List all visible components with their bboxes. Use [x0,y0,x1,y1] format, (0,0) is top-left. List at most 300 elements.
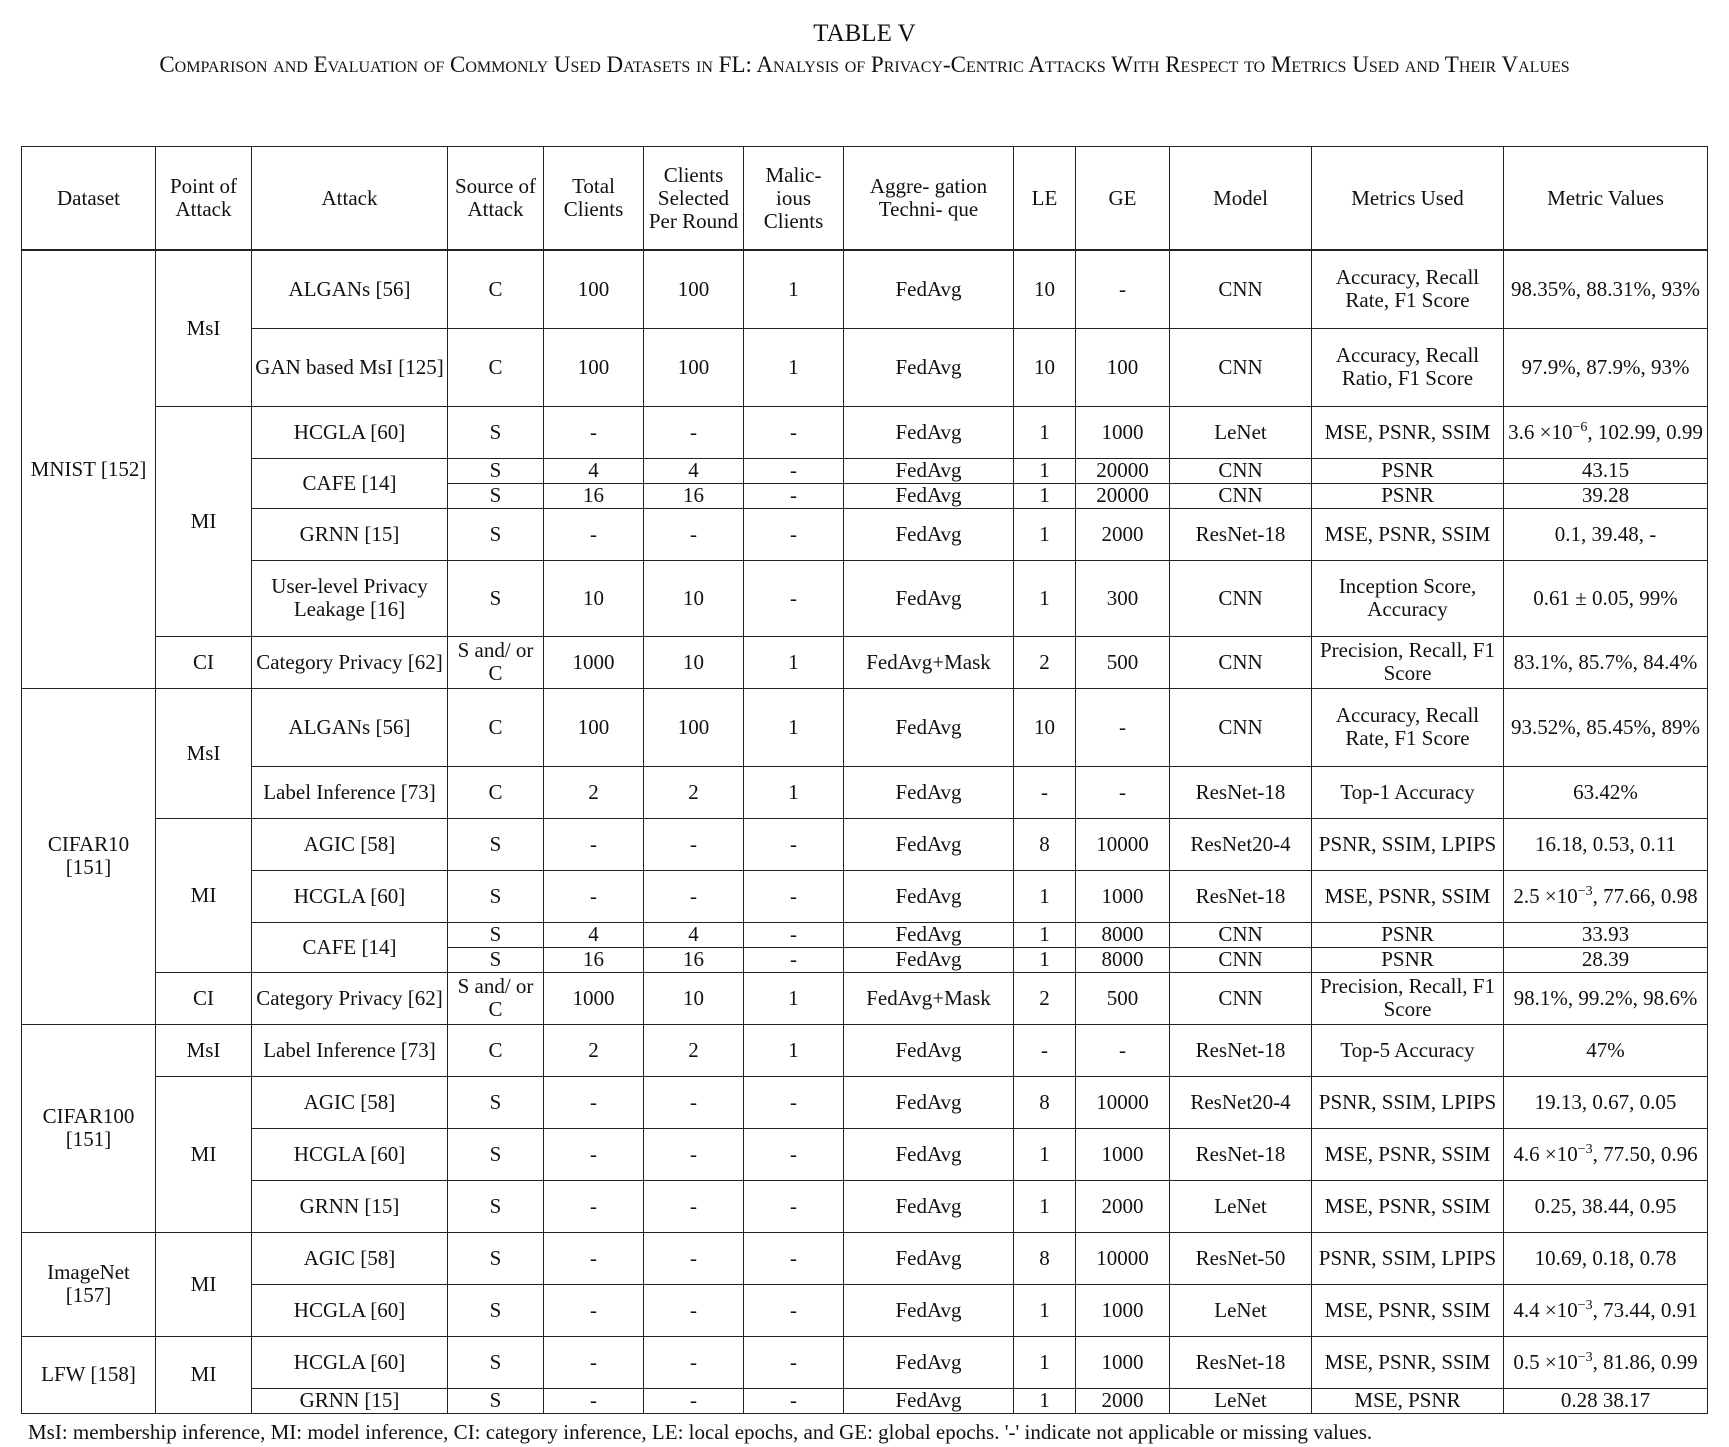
source-cell: C [448,250,544,328]
table-row [22,870,1708,922]
metrics-used-cell: PSNR [1312,483,1504,508]
attack-cell: GRNN [15] [252,1388,448,1413]
dataset-cell: LFW [158] [22,1336,156,1413]
attack-cell: User-level Privacy Leakage [16] [252,560,448,636]
metrics-used-cell: Accuracy, Recall Ratio, F1 Score [1312,328,1504,406]
total-clients-cell: - [544,1284,644,1336]
clients-selected-cell: - [644,818,744,870]
malicious-clients-cell: - [744,922,844,947]
aggregation-cell: FedAvg [844,250,1014,328]
attack-cell: AGIC [58] [252,1076,448,1128]
table-row [22,1024,1708,1076]
le-cell: 2 [1014,636,1076,688]
dataset-cell: CIFAR10 [151] [22,688,156,1024]
attack-cell: Label Inference [73] [252,1024,448,1076]
ge-cell: 300 [1076,560,1170,636]
malicious-clients-cell: 1 [744,972,844,1024]
header-model: Model [1170,147,1312,251]
metrics-used-cell: MSE, PSNR, SSIM [1312,406,1504,458]
metric-value-rest: , 73.44, 0.91 [1592,1297,1698,1322]
source-cell: S [448,458,544,483]
le-cell: 1 [1014,1388,1076,1413]
table-row [22,1336,1708,1388]
metrics-used-cell: Precision, Recall, F1 Score [1312,972,1504,1024]
clients-selected-cell: 16 [644,947,744,972]
table-caption: Comparison and Evaluation of Commonly Used Datasets in FL: Analysis of Privacy-Centric Attacks With Respect to Metrics Used and Their Values [159,52,1570,77]
header-source-of-attack: Source of Attack [448,147,544,251]
metrics-used-cell: MSE, PSNR, SSIM [1312,508,1504,560]
total-clients-cell: 4 [544,922,644,947]
aggregation-cell: FedAvg [844,328,1014,406]
ge-cell: - [1076,766,1170,818]
metric-values-cell: 83.1%, 85.7%, 84.4% [1504,636,1708,688]
point-of-attack-cell: MI [156,1336,252,1413]
metric-values-cell: 16.18, 0.53, 0.11 [1504,818,1708,870]
aggregation-cell: FedAvg [844,922,1014,947]
model-cell: CNN [1170,636,1312,688]
source-cell: S and/ or C [448,972,544,1024]
metrics-used-cell: MSE, PSNR, SSIM [1312,1336,1504,1388]
model-cell: LeNet [1170,1388,1312,1413]
metrics-used-cell: Top-5 Accuracy [1312,1024,1504,1076]
le-cell: 1 [1014,1284,1076,1336]
aggregation-cell: FedAvg+Mask [844,972,1014,1024]
total-clients-cell: 100 [544,328,644,406]
metric-value-rest: , 77.50, 0.96 [1592,1141,1698,1166]
aggregation-cell: FedAvg [844,1388,1014,1413]
aggregation-cell: FedAvg+Mask [844,636,1014,688]
table-row [22,1076,1708,1128]
metric-values-cell [1504,870,1708,922]
ge-cell: 2000 [1076,508,1170,560]
model-cell: LeNet [1170,1180,1312,1232]
total-clients-cell: - [544,870,644,922]
clients-selected-cell: 16 [644,483,744,508]
total-clients-cell: 100 [544,688,644,766]
clients-selected-cell: 4 [644,922,744,947]
le-cell: 10 [1014,250,1076,328]
source-cell: S [448,483,544,508]
clients-selected-cell: 2 [644,766,744,818]
model-cell: ResNet20-4 [1170,1076,1312,1128]
attack-cell: HCGLA [60] [252,1336,448,1388]
total-clients-cell: - [544,1336,644,1388]
point-of-attack-cell: MsI [156,250,252,406]
clients-selected-cell: - [644,1180,744,1232]
point-of-attack-cell: MsI [156,1024,252,1076]
clients-selected-cell: - [644,870,744,922]
malicious-clients-cell: - [744,1232,844,1284]
malicious-clients-cell: 1 [744,328,844,406]
le-cell: 1 [1014,458,1076,483]
aggregation-cell: FedAvg [844,560,1014,636]
metrics-used-cell: MSE, PSNR, SSIM [1312,1128,1504,1180]
table-row [22,1128,1708,1180]
table-row [22,1388,1708,1413]
metric-value-mantissa: 0.5 ×10 [1513,1349,1578,1374]
malicious-clients-cell: - [744,1336,844,1388]
malicious-clients-cell: 1 [744,766,844,818]
table-number: TABLE V [813,20,916,47]
header-ge: GE [1076,147,1170,251]
total-clients-cell: 16 [544,947,644,972]
ge-cell: - [1076,688,1170,766]
metric-value-exponent: −3 [1577,1141,1593,1157]
model-cell: CNN [1170,688,1312,766]
header-metrics-used: Metrics Used [1312,147,1504,251]
metric-value-exponent: −3 [1577,883,1593,899]
le-cell: 8 [1014,1232,1076,1284]
attack-cell: HCGLA [60] [252,406,448,458]
ge-cell: 1000 [1076,406,1170,458]
metrics-used-cell: MSE, PSNR [1312,1388,1504,1413]
aggregation-cell: FedAvg [844,1336,1014,1388]
aggregation-cell: FedAvg [844,1024,1014,1076]
malicious-clients-cell: - [744,1076,844,1128]
metric-value-exponent: −3 [1577,1297,1593,1313]
table-row [22,922,1708,947]
total-clients-cell: 1000 [544,972,644,1024]
metric-value-mantissa: 2.5 ×10 [1513,883,1578,908]
metric-values-cell: 97.9%, 87.9%, 93% [1504,328,1708,406]
malicious-clients-cell: 1 [744,1024,844,1076]
model-cell: LeNet [1170,1284,1312,1336]
le-cell: 8 [1014,818,1076,870]
ge-cell: 20000 [1076,458,1170,483]
aggregation-cell: FedAvg [844,1128,1014,1180]
le-cell: 10 [1014,688,1076,766]
total-clients-cell: - [544,1388,644,1413]
table-row [22,1284,1708,1336]
metrics-used-cell: Inception Score, Accuracy [1312,560,1504,636]
metric-values-cell: 10.69, 0.18, 0.78 [1504,1232,1708,1284]
clients-selected-cell: - [644,1128,744,1180]
aggregation-cell: FedAvg [844,947,1014,972]
clients-selected-cell: 10 [644,636,744,688]
malicious-clients-cell: 1 [744,250,844,328]
source-cell: S [448,508,544,560]
total-clients-cell: 10 [544,560,644,636]
model-cell: ResNet20-4 [1170,818,1312,870]
malicious-clients-cell: - [744,947,844,972]
metric-values-cell: 19.13, 0.67, 0.05 [1504,1076,1708,1128]
clients-selected-cell: - [644,508,744,560]
ge-cell: 1000 [1076,1284,1170,1336]
malicious-clients-cell: - [744,406,844,458]
model-cell: ResNet-18 [1170,508,1312,560]
metric-values-cell [1504,1284,1708,1336]
total-clients-cell: - [544,1128,644,1180]
clients-selected-cell: - [644,1076,744,1128]
total-clients-cell: 100 [544,250,644,328]
aggregation-cell: FedAvg [844,458,1014,483]
total-clients-cell: 2 [544,766,644,818]
malicious-clients-cell: - [744,1180,844,1232]
metrics-used-cell: PSNR, SSIM, LPIPS [1312,1076,1504,1128]
metrics-used-cell: PSNR [1312,922,1504,947]
table-row [22,328,1708,406]
table-row [22,818,1708,870]
attack-cell: Label Inference [73] [252,766,448,818]
table-row [22,766,1708,818]
metric-value-mantissa: 3.6 ×10 [1508,419,1573,444]
malicious-clients-cell: - [744,870,844,922]
ge-cell: 2000 [1076,1180,1170,1232]
header-le: LE [1014,147,1076,251]
malicious-clients-cell: - [744,458,844,483]
clients-selected-cell: - [644,406,744,458]
clients-selected-cell: 100 [644,688,744,766]
le-cell: 1 [1014,1128,1076,1180]
metric-values-cell [1504,1128,1708,1180]
metric-value-rest: , 77.66, 0.98 [1592,883,1698,908]
le-cell: 1 [1014,508,1076,560]
total-clients-cell: - [544,818,644,870]
malicious-clients-cell: - [744,560,844,636]
point-of-attack-cell: MsI [156,688,252,818]
table-footnote: MsI: membership inference, MI: model inference, CI: category inference, LE: local epochs, and GE: global epochs. '-' indicate not applicable or missing values. [28,1420,1373,1444]
dataset-cell: MNIST [152] [22,250,156,688]
source-cell: C [448,766,544,818]
table-row [22,250,1708,328]
clients-selected-cell: 2 [644,1024,744,1076]
metrics-used-cell: Accuracy, Recall Rate, F1 Score [1312,250,1504,328]
table-row [22,560,1708,636]
model-cell: ResNet-18 [1170,766,1312,818]
source-cell: C [448,1024,544,1076]
aggregation-cell: FedAvg [844,1284,1014,1336]
header-malicious-clients: Malic- ious Clients [744,147,844,251]
clients-selected-cell: 10 [644,972,744,1024]
le-cell: 1 [1014,406,1076,458]
source-cell: S [448,1076,544,1128]
ge-cell: 10000 [1076,1232,1170,1284]
aggregation-cell: FedAvg [844,1076,1014,1128]
metric-values-cell: 93.52%, 85.45%, 89% [1504,688,1708,766]
malicious-clients-cell: - [744,508,844,560]
header-dataset: Dataset [22,147,156,251]
source-cell: S and/ or C [448,636,544,688]
le-cell: - [1014,1024,1076,1076]
aggregation-cell: FedAvg [844,508,1014,560]
attack-cell: AGIC [58] [252,1232,448,1284]
ge-cell: 1000 [1076,1128,1170,1180]
ge-cell: - [1076,250,1170,328]
model-cell: LeNet [1170,406,1312,458]
attack-cell: GRNN [15] [252,508,448,560]
header-metric-values: Metric Values [1504,147,1708,251]
total-clients-cell: - [544,508,644,560]
ge-cell: - [1076,1024,1170,1076]
clients-selected-cell: - [644,1388,744,1413]
point-of-attack-cell: CI [156,636,252,688]
dataset-cell: ImageNet [157] [22,1232,156,1336]
metric-values-cell: 63.42% [1504,766,1708,818]
metric-value-exponent: −3 [1577,1349,1593,1365]
le-cell: 2 [1014,972,1076,1024]
metrics-used-cell: Top-1 Accuracy [1312,766,1504,818]
model-cell: ResNet-18 [1170,1336,1312,1388]
table-row [22,636,1708,688]
aggregation-cell: FedAvg [844,688,1014,766]
metrics-used-cell: Accuracy, Recall Rate, F1 Score [1312,688,1504,766]
attack-cell: Category Privacy [62] [252,636,448,688]
model-cell: CNN [1170,250,1312,328]
metric-values-cell: 0.1, 39.48, - [1504,508,1708,560]
malicious-clients-cell: - [744,1128,844,1180]
table-row [22,406,1708,458]
total-clients-cell: - [544,1180,644,1232]
metric-values-cell: 98.1%, 99.2%, 98.6% [1504,972,1708,1024]
le-cell: 1 [1014,560,1076,636]
total-clients-cell: 1000 [544,636,644,688]
source-cell: S [448,947,544,972]
metric-values-cell [1504,1336,1708,1388]
source-cell: S [448,1284,544,1336]
attack-cell: GRNN [15] [252,1180,448,1232]
metric-values-cell: 43.15 [1504,458,1708,483]
clients-selected-cell: 10 [644,560,744,636]
dataset-cell: CIFAR100 [151] [22,1024,156,1232]
ge-cell: 20000 [1076,483,1170,508]
metric-values-cell: 0.25, 38.44, 0.95 [1504,1180,1708,1232]
table-title-block [0,18,1729,80]
metric-value-rest: , 102.99, 0.99 [1587,419,1703,444]
point-of-attack-cell: MI [156,1232,252,1336]
model-cell: ResNet-18 [1170,870,1312,922]
source-cell: C [448,688,544,766]
le-cell: 1 [1014,1180,1076,1232]
source-cell: S [448,1128,544,1180]
attack-cell: GAN based MsI [125] [252,328,448,406]
attack-cell: HCGLA [60] [252,870,448,922]
source-cell: C [448,328,544,406]
metric-values-cell: 28.39 [1504,947,1708,972]
metric-values-cell [1504,406,1708,458]
attack-cell: CAFE [14] [252,458,448,508]
clients-selected-cell: 100 [644,328,744,406]
table-row [22,972,1708,1024]
aggregation-cell: FedAvg [844,870,1014,922]
metric-values-cell: 39.28 [1504,483,1708,508]
metrics-used-cell: MSE, PSNR, SSIM [1312,1284,1504,1336]
model-cell: ResNet-50 [1170,1232,1312,1284]
ge-cell: 2000 [1076,1388,1170,1413]
attack-cell: ALGANs [56] [252,250,448,328]
table-row [22,458,1708,483]
clients-selected-cell: 100 [644,250,744,328]
aggregation-cell: FedAvg [844,483,1014,508]
point-of-attack-cell: MI [156,406,252,636]
header-clients-selected: Clients Selected Per Round [644,147,744,251]
source-cell: S [448,560,544,636]
metrics-used-cell: MSE, PSNR, SSIM [1312,870,1504,922]
attack-cell: CAFE [14] [252,922,448,972]
point-of-attack-cell: CI [156,972,252,1024]
source-cell: S [448,818,544,870]
aggregation-cell: FedAvg [844,406,1014,458]
source-cell: S [448,1336,544,1388]
malicious-clients-cell: 1 [744,636,844,688]
ge-cell: 1000 [1076,870,1170,922]
metrics-used-cell: Precision, Recall, F1 Score [1312,636,1504,688]
metric-value-exponent: −6 [1572,419,1588,435]
ge-cell: 500 [1076,972,1170,1024]
malicious-clients-cell: - [744,1284,844,1336]
aggregation-cell: FedAvg [844,1232,1014,1284]
model-cell: CNN [1170,922,1312,947]
clients-selected-cell: 4 [644,458,744,483]
total-clients-cell: 16 [544,483,644,508]
total-clients-cell: 2 [544,1024,644,1076]
model-cell: ResNet-18 [1170,1024,1312,1076]
attack-cell: ALGANs [56] [252,688,448,766]
aggregation-cell: FedAvg [844,766,1014,818]
ge-cell: 500 [1076,636,1170,688]
le-cell: 1 [1014,947,1076,972]
metric-values-cell: 0.28 38.17 [1504,1388,1708,1413]
model-cell: ResNet-18 [1170,1128,1312,1180]
model-cell: CNN [1170,560,1312,636]
ge-cell: 8000 [1076,922,1170,947]
header-attack: Attack [252,147,448,251]
source-cell: S [448,406,544,458]
ge-cell: 10000 [1076,1076,1170,1128]
model-cell: CNN [1170,483,1312,508]
le-cell: - [1014,766,1076,818]
metric-value-mantissa: 4.4 ×10 [1513,1297,1578,1322]
malicious-clients-cell: - [744,483,844,508]
attack-cell: HCGLA [60] [252,1284,448,1336]
table-row [22,688,1708,766]
le-cell: 10 [1014,328,1076,406]
table-row [22,508,1708,560]
malicious-clients-cell: - [744,1388,844,1413]
model-cell: CNN [1170,947,1312,972]
table-header-row [22,147,1708,251]
le-cell: 8 [1014,1076,1076,1128]
metrics-used-cell: PSNR, SSIM, LPIPS [1312,818,1504,870]
malicious-clients-cell: - [744,818,844,870]
total-clients-cell: - [544,1232,644,1284]
total-clients-cell: - [544,406,644,458]
metrics-used-cell: PSNR, SSIM, LPIPS [1312,1232,1504,1284]
model-cell: CNN [1170,972,1312,1024]
comparison-table [21,146,1708,1414]
le-cell: 1 [1014,483,1076,508]
model-cell: CNN [1170,328,1312,406]
point-of-attack-cell: MI [156,1076,252,1232]
clients-selected-cell: - [644,1232,744,1284]
metric-value-mantissa: 4.6 ×10 [1513,1141,1578,1166]
source-cell: S [448,1180,544,1232]
total-clients-cell: 4 [544,458,644,483]
ge-cell: 10000 [1076,818,1170,870]
source-cell: S [448,870,544,922]
metrics-used-cell: MSE, PSNR, SSIM [1312,1180,1504,1232]
header-total-clients: Total Clients [544,147,644,251]
malicious-clients-cell: 1 [744,688,844,766]
attack-cell: AGIC [58] [252,818,448,870]
le-cell: 1 [1014,870,1076,922]
aggregation-cell: FedAvg [844,818,1014,870]
clients-selected-cell: - [644,1336,744,1388]
table-row [22,1180,1708,1232]
header-point-of-attack: Point of Attack [156,147,252,251]
metric-values-cell: 0.61 ± 0.05, 99% [1504,560,1708,636]
metrics-used-cell: PSNR [1312,458,1504,483]
metric-values-cell: 33.93 [1504,922,1708,947]
